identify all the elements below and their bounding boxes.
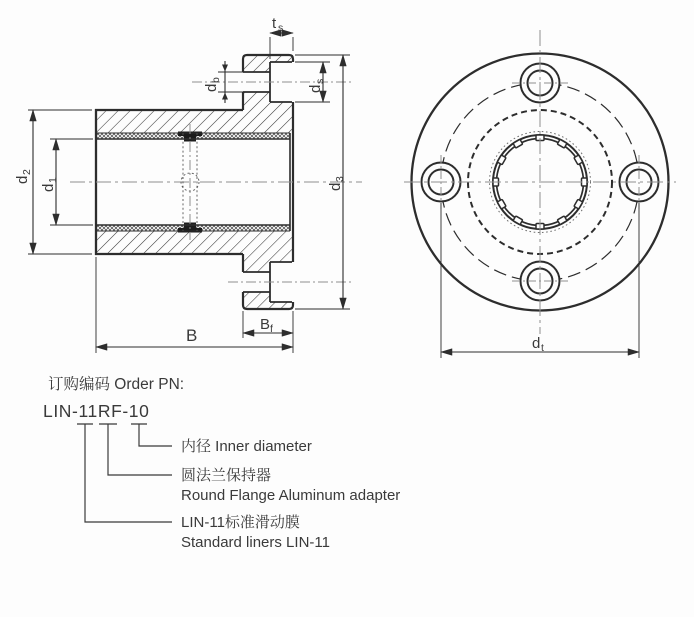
callout-flange-en: Round Flange Aluminum adapter — [181, 487, 401, 504]
part-number: LIN-11RF-10 — [43, 401, 150, 421]
dim-label-Bf: B — [260, 316, 271, 333]
dim-label-Bf-sub: f — [270, 323, 273, 335]
callout-flange-cn: 圆法兰保持器 — [181, 467, 272, 484]
dim-label-ts: t — [272, 15, 277, 32]
dim-label-d1: d — [40, 183, 57, 192]
dim-label-ts-sub: s — [278, 22, 284, 34]
section-hatch-bottom — [96, 231, 293, 309]
dim-ts — [270, 15, 293, 59]
section-view — [14, 15, 362, 353]
order-heading: 订购编码 Order PN: — [48, 376, 185, 393]
dim-label-d3: d — [327, 182, 344, 191]
callout-leader-inner-diameter — [139, 424, 172, 446]
dim-label-ds: d — [307, 84, 324, 93]
dim-label-db: d — [203, 83, 220, 92]
callout-leader-flange — [108, 424, 172, 475]
callout-liners-en: Standard liners LIN-11 — [181, 534, 330, 551]
front-view — [404, 30, 676, 358]
dim-label-dt: d — [532, 335, 541, 352]
callout-inner-diameter-cn: 内径 Inner diameter — [181, 438, 312, 455]
dim-label-ds-sub: s — [314, 78, 326, 84]
callout-liners-cn: LIN-11标准滑动膜 — [181, 514, 300, 531]
dim-label-B: B — [186, 326, 198, 345]
callout-leader-liners — [85, 424, 172, 522]
dim-label-d3-sub: 3 — [334, 176, 346, 182]
dim-label-d2-sub: 2 — [21, 169, 33, 175]
ordering-block — [43, 375, 400, 551]
dim-db — [203, 61, 246, 103]
dim-Bf — [243, 311, 293, 338]
section-hatch-top — [96, 55, 293, 133]
dim-label-d2: d — [14, 175, 31, 184]
dim-label-dt-sub: t — [541, 342, 544, 354]
dim-label-d1-sub: 1 — [47, 177, 59, 183]
dim-d1 — [40, 139, 93, 225]
dim-label-db-sub: b — [210, 77, 222, 83]
